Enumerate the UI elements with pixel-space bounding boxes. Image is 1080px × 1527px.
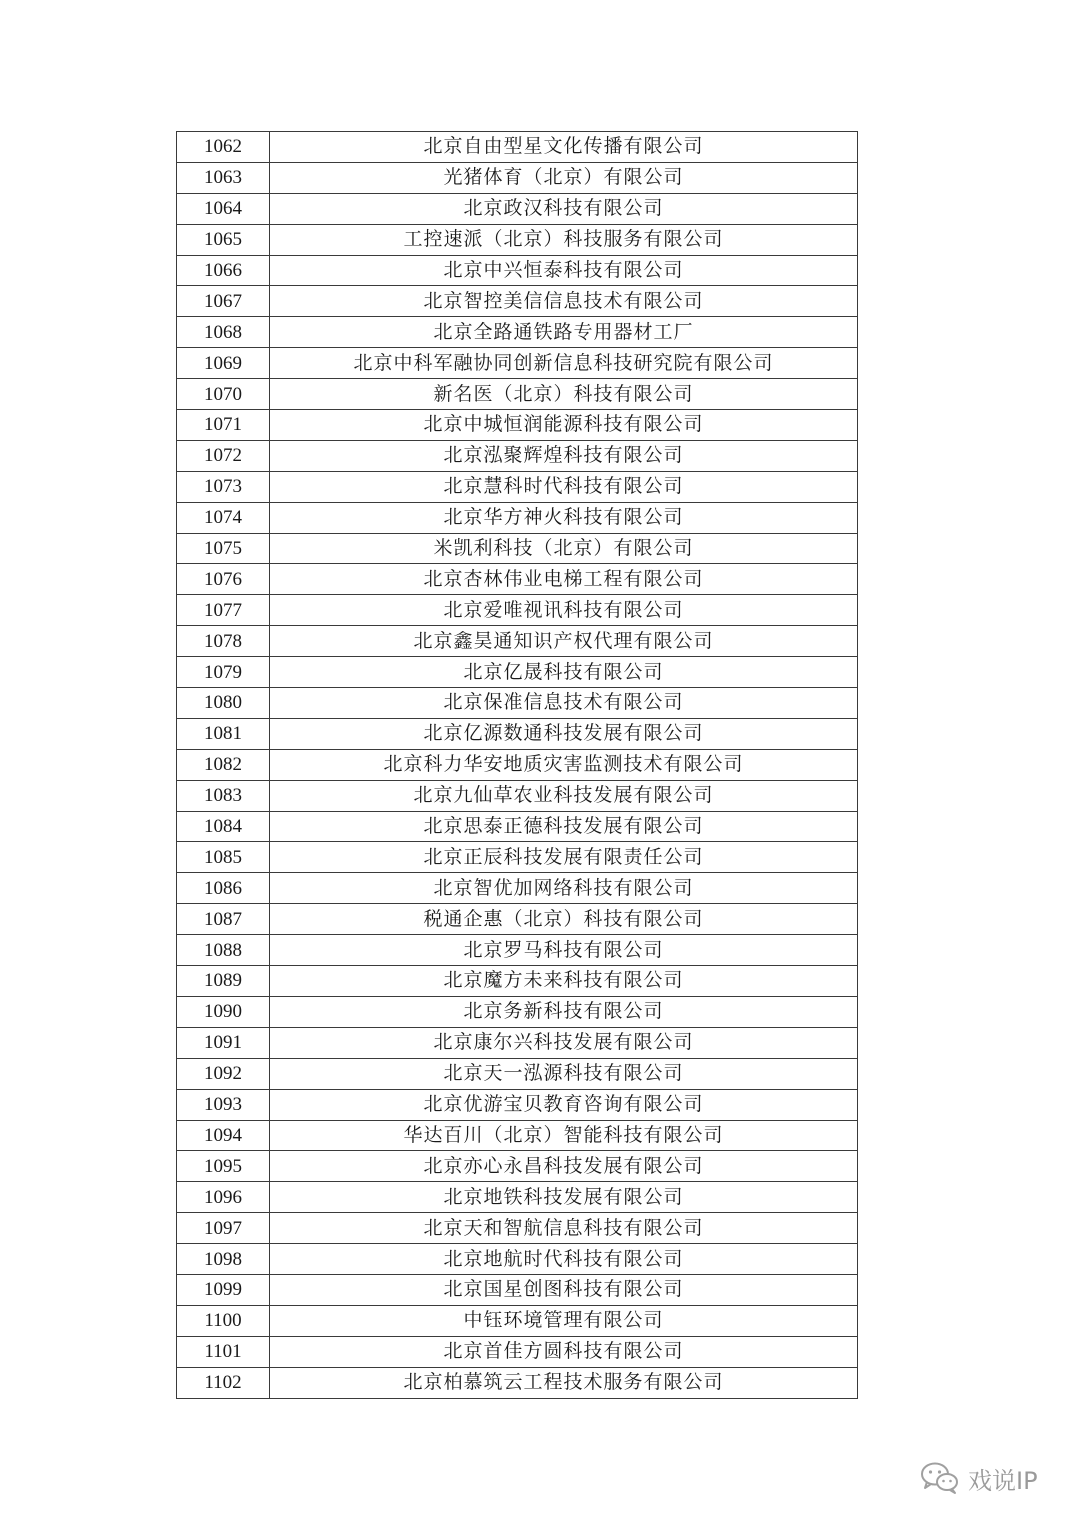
company-name-cell: 北京智优加网络科技有限公司 (270, 873, 858, 904)
table-row (177, 379, 858, 410)
company-name-cell: 北京杏林伟业电梯工程有限公司 (270, 564, 858, 595)
company-name-cell: 北京魔方未来科技有限公司 (270, 966, 858, 997)
company-name-cell: 工控速派（北京）科技服务有限公司 (270, 224, 858, 255)
row-number-cell: 1100 (177, 1305, 270, 1336)
row-number-cell: 1092 (177, 1058, 270, 1089)
table-row (177, 873, 858, 904)
company-name-cell: 光猪体育（北京）有限公司 (270, 162, 858, 193)
table-row (177, 533, 858, 564)
company-name-cell: 北京首佳方圆科技有限公司 (270, 1336, 858, 1367)
row-number-cell: 1083 (177, 780, 270, 811)
company-name-cell: 北京正辰科技发展有限责任公司 (270, 842, 858, 873)
row-number-cell: 1070 (177, 379, 270, 410)
table-row (177, 996, 858, 1027)
company-name-cell: 税通企惠（北京）科技有限公司 (270, 904, 858, 935)
company-name-cell: 米凯利科技（北京）有限公司 (270, 533, 858, 564)
watermark (920, 1458, 1038, 1498)
row-number-cell: 1095 (177, 1151, 270, 1182)
company-name-cell: 北京中科军融协同创新信息科技研究院有限公司 (270, 348, 858, 379)
row-number-cell: 1072 (177, 440, 270, 471)
row-number-cell: 1099 (177, 1274, 270, 1305)
company-name-cell: 北京务新科技有限公司 (270, 996, 858, 1027)
table-row (177, 132, 858, 163)
company-name-cell: 北京罗马科技有限公司 (270, 935, 858, 966)
company-name-cell: 北京九仙草农业科技发展有限公司 (270, 780, 858, 811)
table-row (177, 1336, 858, 1367)
table-row (177, 193, 858, 224)
table-row (177, 410, 858, 441)
row-number-cell: 1067 (177, 286, 270, 317)
table-row (177, 966, 858, 997)
company-name-cell: 北京亿晟科技有限公司 (270, 657, 858, 688)
company-name-cell: 北京天一泓源科技有限公司 (270, 1058, 858, 1089)
row-number-cell: 1065 (177, 224, 270, 255)
row-number-cell: 1090 (177, 996, 270, 1027)
company-name-cell: 北京国星创图科技有限公司 (270, 1274, 858, 1305)
company-name-cell: 北京泓聚辉煌科技有限公司 (270, 440, 858, 471)
table-row (177, 1120, 858, 1151)
row-number-cell: 1071 (177, 410, 270, 441)
row-number-cell: 1080 (177, 688, 270, 719)
row-number-cell: 1066 (177, 255, 270, 286)
wechat-icon (920, 1461, 960, 1495)
company-name-cell: 北京保准信息技术有限公司 (270, 688, 858, 719)
company-name-cell: 北京科力华安地质灾害监测技术有限公司 (270, 749, 858, 780)
table-row (177, 1274, 858, 1305)
row-number-cell: 1076 (177, 564, 270, 595)
table-row (177, 935, 858, 966)
company-name-cell: 中钰环境管理有限公司 (270, 1305, 858, 1336)
company-name-cell: 北京慧科时代科技有限公司 (270, 471, 858, 502)
table-row (177, 1305, 858, 1336)
row-number-cell: 1102 (177, 1367, 270, 1398)
row-number-cell: 1091 (177, 1027, 270, 1058)
company-name-cell: 北京全路通铁路专用器材工厂 (270, 317, 858, 348)
row-number-cell: 1093 (177, 1089, 270, 1120)
table-row (177, 1213, 858, 1244)
table-body (177, 132, 858, 1399)
company-name-cell: 新名医（北京）科技有限公司 (270, 379, 858, 410)
company-name-cell: 北京智控美信信息技术有限公司 (270, 286, 858, 317)
table-row (177, 502, 858, 533)
row-number-cell: 1082 (177, 749, 270, 780)
row-number-cell: 1085 (177, 842, 270, 873)
table-row (177, 904, 858, 935)
table-row (177, 626, 858, 657)
table-row (177, 595, 858, 626)
row-number-cell: 1063 (177, 162, 270, 193)
row-number-cell: 1098 (177, 1244, 270, 1275)
row-number-cell: 1079 (177, 657, 270, 688)
company-name-cell: 北京亿源数通科技发展有限公司 (270, 718, 858, 749)
row-number-cell: 1081 (177, 718, 270, 749)
company-name-cell: 北京亦心永昌科技发展有限公司 (270, 1151, 858, 1182)
row-number-cell: 1068 (177, 317, 270, 348)
company-name-cell: 北京爱唯视讯科技有限公司 (270, 595, 858, 626)
table-row (177, 811, 858, 842)
table-row (177, 255, 858, 286)
row-number-cell: 1097 (177, 1213, 270, 1244)
table-row (177, 564, 858, 595)
company-name-cell: 北京中城恒润能源科技有限公司 (270, 410, 858, 441)
company-name-cell: 北京鑫昊通知识产权代理有限公司 (270, 626, 858, 657)
table-row (177, 471, 858, 502)
table-row (177, 780, 858, 811)
row-number-cell: 1073 (177, 471, 270, 502)
table-row (177, 1089, 858, 1120)
table-row (177, 1244, 858, 1275)
table-row (177, 1151, 858, 1182)
table-row (177, 718, 858, 749)
company-name-cell: 北京思泰正德科技发展有限公司 (270, 811, 858, 842)
table-row (177, 749, 858, 780)
table-row (177, 162, 858, 193)
table-row (177, 440, 858, 471)
company-name-cell: 北京优游宝贝教育咨询有限公司 (270, 1089, 858, 1120)
table-row (177, 688, 858, 719)
row-number-cell: 1101 (177, 1336, 270, 1367)
table-row (177, 1182, 858, 1213)
company-name-cell: 北京康尔兴科技发展有限公司 (270, 1027, 858, 1058)
row-number-cell: 1084 (177, 811, 270, 842)
company-name-cell: 北京中兴恒泰科技有限公司 (270, 255, 858, 286)
watermark-text: 戏说IP (968, 1466, 1038, 1495)
row-number-cell: 1062 (177, 132, 270, 163)
company-name-cell: 北京天和智航信息科技有限公司 (270, 1213, 858, 1244)
company-name-cell: 北京华方神火科技有限公司 (270, 502, 858, 533)
row-number-cell: 1078 (177, 626, 270, 657)
row-number-cell: 1086 (177, 873, 270, 904)
table-row (177, 1027, 858, 1058)
company-list-table (176, 131, 858, 1399)
table-row (177, 842, 858, 873)
row-number-cell: 1074 (177, 502, 270, 533)
row-number-cell: 1088 (177, 935, 270, 966)
company-name-cell: 北京自由型星文化传播有限公司 (270, 132, 858, 163)
table-row (177, 1058, 858, 1089)
table-row (177, 657, 858, 688)
row-number-cell: 1069 (177, 348, 270, 379)
table-row (177, 224, 858, 255)
row-number-cell: 1094 (177, 1120, 270, 1151)
row-number-cell: 1075 (177, 533, 270, 564)
company-name-cell: 北京地航时代科技有限公司 (270, 1244, 858, 1275)
table-row (177, 1367, 858, 1398)
table-row (177, 348, 858, 379)
row-number-cell: 1077 (177, 595, 270, 626)
table-row (177, 286, 858, 317)
company-name-cell: 北京地铁科技发展有限公司 (270, 1182, 858, 1213)
row-number-cell: 1089 (177, 966, 270, 997)
table-row (177, 317, 858, 348)
row-number-cell: 1064 (177, 193, 270, 224)
row-number-cell: 1087 (177, 904, 270, 935)
company-name-cell: 北京政汉科技有限公司 (270, 193, 858, 224)
company-name-cell: 北京柏慕筑云工程技术服务有限公司 (270, 1367, 858, 1398)
row-number-cell: 1096 (177, 1182, 270, 1213)
company-name-cell: 华达百川（北京）智能科技有限公司 (270, 1120, 858, 1151)
